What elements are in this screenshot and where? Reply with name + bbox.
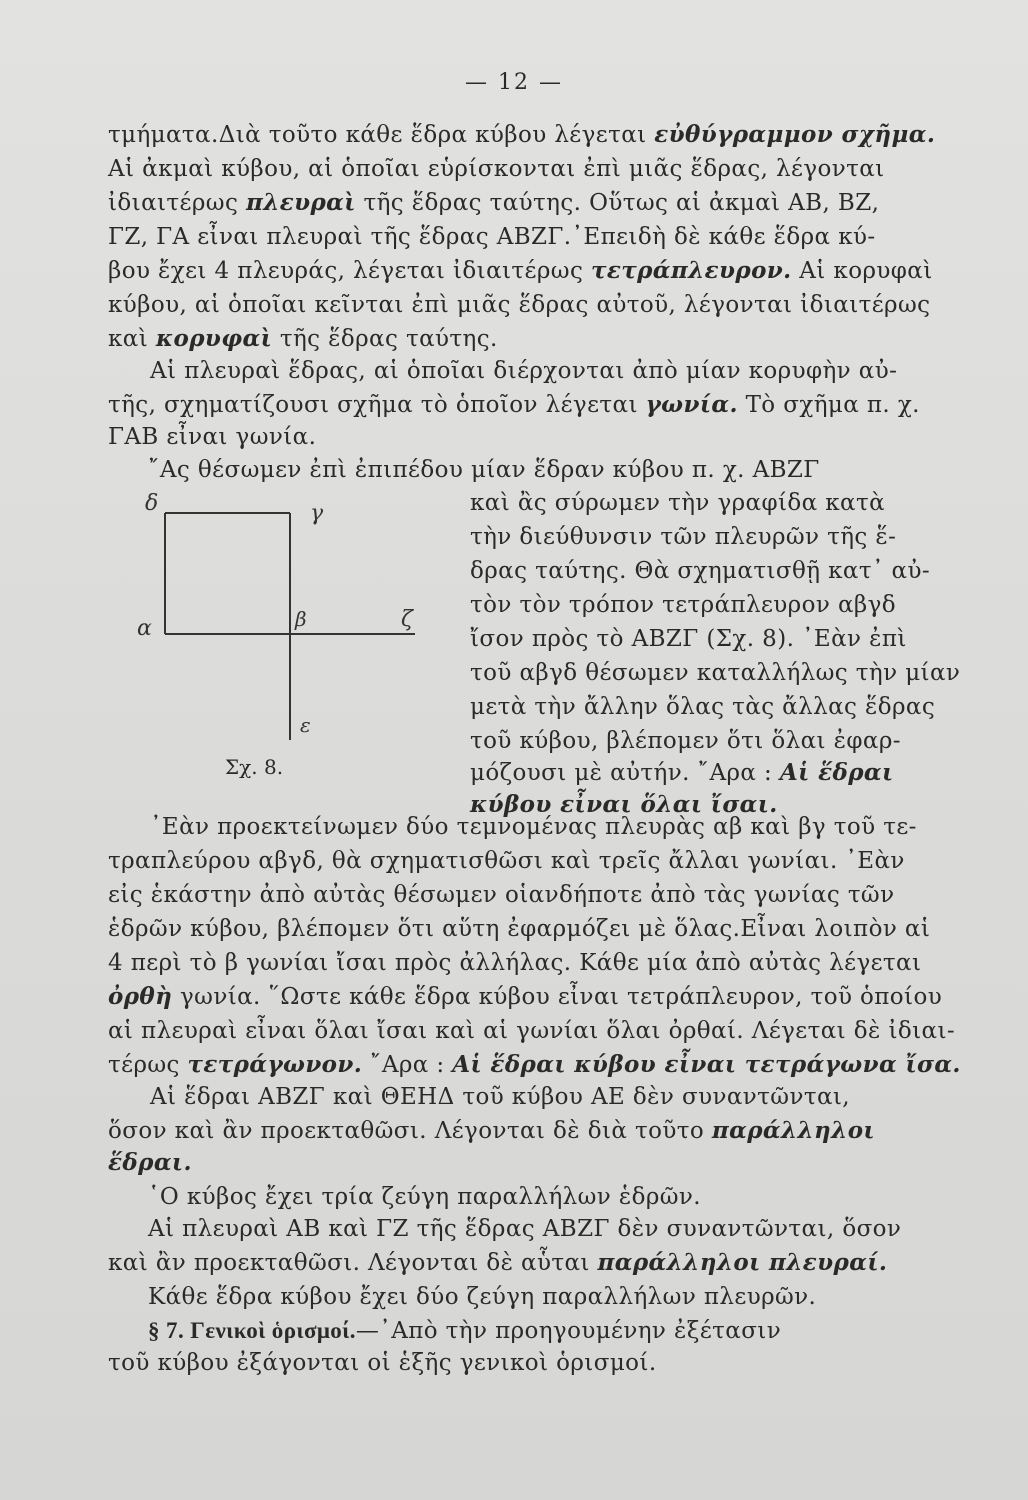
page-number: — 12 — xyxy=(465,70,563,95)
text-line: ἑδρῶν κύβου, βλέπομεν ὅτι αὕτη ἐφαρμόζει μὲ ὅλας.Εἶναι λοιπὸν αἱ xyxy=(108,916,931,942)
text-line: τὴν διεύθυνσιν τῶν πλευρῶν τῆς ἕ- xyxy=(470,524,897,550)
text-line: ὀρθὴ γωνία. ῞Ωστε κάθε ἕδρα κύβου εἶναι τετράπλευρον, τοῦ ὁποίου xyxy=(108,983,943,1010)
text-line: τοῦ κύβου, βλέπομεν ὅτι ὅλαι ἐφαρ- xyxy=(470,728,901,754)
text-line: δρας ταύτης. Θὰ σχηματισθῇ κατ᾿ αὐ- xyxy=(470,558,931,584)
text-line: Αἱ πλευραὶ ΑΒ καὶ ΓΖ τῆς ἕδρας ΑΒΖΓ δὲν συναντῶνται, ὅσον xyxy=(148,1216,902,1242)
text-line: καὶ ἂς σύρωμεν τὴν γραφίδα κατὰ xyxy=(470,490,886,516)
text-line: τοῦ κύβου ἐξάγονται οἱ ἑξῆς γενικοὶ ὁρισμοί. xyxy=(108,1350,657,1376)
text-line: βου ἔχει 4 πλευράς, λέγεται ἰδιαιτέρως τετράπλευρον. Αἱ κορυφαὶ xyxy=(108,257,933,284)
text-line: ΓΑΒ εἶναι γωνία. xyxy=(108,424,317,450)
text-line: κύβου εἶναι ὅλαι ἴσαι. xyxy=(470,791,778,818)
text-line: τραπλεύρου αβγδ, θὰ σχηματισθῶσι καὶ τρεῖς ἄλλαι γωνίαι. ᾿Εὰν xyxy=(108,848,905,874)
text-line: ῾Ο κύβος ἔχει τρία ζεύγη παραλλήλων ἑδρῶν. xyxy=(148,1184,702,1210)
text-line: εἰς ἑκάστην ἀπὸ αὐτὰς θέσωμεν οἱανδήποτε ἀπὸ τὰς γωνίας τῶν xyxy=(108,882,895,908)
text-line: Κάθε ἕδρα κύβου ἔχει δύο ζεύγη παραλλήλων πλευρῶν. xyxy=(148,1284,817,1310)
label-gamma: γ xyxy=(310,501,324,526)
text-line: τῆς, σχηματίζουσι σχῆμα τὸ ὁποῖον λέγεται γωνία. Τὸ σχῆμα π. χ. xyxy=(108,391,920,418)
text-line: Αἱ ἀκμαὶ κύβου, αἱ ὁποῖαι εὑρίσκονται ἐπὶ μιᾶς ἕδρας, λέγονται xyxy=(108,156,885,182)
label-beta: β xyxy=(295,607,307,631)
text-line: ἰδιαιτέρως πλευραὶ τῆς ἕδρας ταύτης. Οὕτως αἱ ἀκμαὶ ΑΒ, ΒΖ, xyxy=(108,189,880,216)
text-line: ΓΖ, ΓΑ εἶναι πλευραὶ τῆς ἕδρας ΑΒΖΓ.᾿Επειδὴ δὲ κάθε ἕδρα κύ- xyxy=(108,224,876,250)
figure-caption: Σχ. 8. xyxy=(225,755,284,779)
label-delta: δ xyxy=(145,491,159,516)
text-line: μετὰ τὴν ἄλλην ὅλας τὰς ἄλλας ἕδρας xyxy=(470,694,936,720)
text-line: καὶ ἂν προεκταθῶσι. Λέγονται δὲ αὗται παράλληλοι πλευραί. xyxy=(108,1249,888,1276)
text-line: κύβου, αἱ ὁποῖαι κεῖνται ἐπὶ μιᾶς ἕδρας αὐτοῦ, λέγονται ἰδιαιτέρως xyxy=(108,292,931,318)
text-line: τέρως τετράγωνον. ῎Αρα : Αἱ ἕδραι κύβου εἶναι τετράγωνα ἴσα. xyxy=(108,1051,961,1078)
text-line: ἕδραι. xyxy=(108,1149,192,1176)
text-line: τὸν τὸν τρόπον τετράπλευρον αβγδ xyxy=(470,592,896,618)
section-heading: § 7. Γενικοὶ ὁρισμοί.—᾿Απὸ τὴν προηγουμένην ἐξέτασιν xyxy=(148,1318,782,1344)
text-line: τοῦ αβγδ θέσωμεν καταλλήλως τὴν μίαν xyxy=(470,660,961,686)
text-line: ῎Ας θέσωμεν ἐπὶ ἐπιπέδου μίαν ἕδραν κύβου π. χ. ΑΒΖΓ xyxy=(148,457,820,483)
label-alpha: α xyxy=(137,616,152,641)
label-zeta: ζ xyxy=(401,607,413,632)
text-line: 4 περὶ τὸ β γωνίαι ἴσαι πρὸς ἀλλήλας. Κάθε μία ἀπὸ αὐτὰς λέγεται xyxy=(108,950,922,976)
text-line: Αἱ πλευραὶ ἕδρας, αἱ ὁποῖαι διέρχονται ἀπὸ μίαν κορυφὴν αὐ- xyxy=(150,358,898,384)
text-line: Αἱ ἕδραι ΑΒΖΓ καὶ ΘΕΗΔ τοῦ κύβου ΑΕ δὲν συναντῶνται, xyxy=(150,1084,851,1110)
text-line: ἴσον πρὸς τὸ ΑΒΖΓ (Σχ. 8). ᾿Εὰν ἐπὶ xyxy=(470,626,907,652)
label-epsilon: ε xyxy=(300,713,311,737)
figure-8 xyxy=(125,470,455,790)
text-line: αἱ πλευραὶ εἶναι ὅλαι ἴσαι καὶ αἱ γωνίαι ὅλαι ὀρθαί. Λέγεται δὲ ἰδιαι- xyxy=(108,1018,956,1044)
text-line: ᾿Εὰν προεκτείνωμεν δύο τεμνομένας πλευρὰς αβ καὶ βγ τοῦ τε- xyxy=(150,814,917,840)
text-line: ὅσον καὶ ἂν προεκταθῶσι. Λέγονται δὲ διὰ τοῦτο παράλληλοι xyxy=(108,1117,875,1144)
text-line: μόζουσι μὲ αὐτήν. ῎Αρα : Αἱ ἕδραι xyxy=(470,759,894,786)
text-line: καὶ κορυφαὶ τῆς ἕδρας ταύτης. xyxy=(108,325,498,352)
text-line: τμήματα.Διὰ τοῦτο κάθε ἕδρα κύβου λέγεται εὐθύγραμμον σχῆμα. xyxy=(108,121,936,148)
